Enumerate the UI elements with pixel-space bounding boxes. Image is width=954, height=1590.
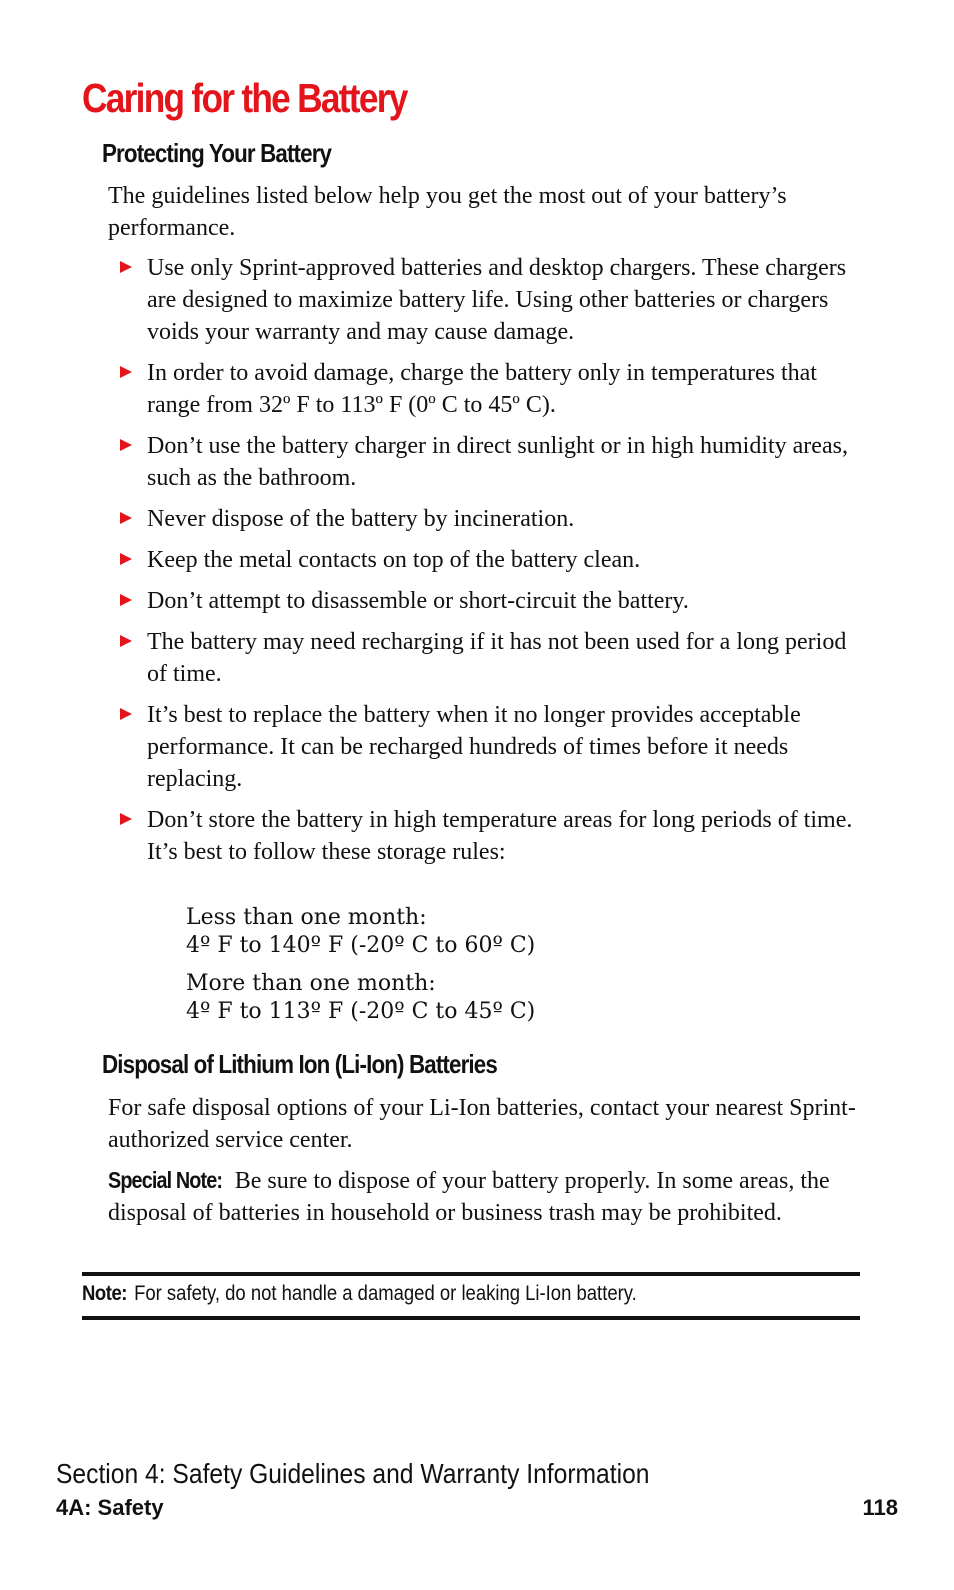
storage-rule-label: More than one month: xyxy=(186,971,436,996)
section-title: Section 4: Safety Guidelines and Warranty Information xyxy=(56,1458,650,1489)
storage-rule-range: 4º F to 140º F (-20º C to 60º C) xyxy=(186,933,536,958)
bullet-arrow-icon xyxy=(120,708,132,720)
storage-rule-label: Less than one month: xyxy=(186,905,427,930)
storage-rule-long xyxy=(186,970,535,1026)
list-item xyxy=(120,503,866,535)
special-note-text: Be sure to dispose of your battery properly. In some areas, the disposal of batteries in household or business trash may be prohibited. xyxy=(108,1168,830,1226)
safety-note xyxy=(82,1280,637,1308)
note-bottom-divider xyxy=(82,1316,860,1320)
bullet-arrow-icon xyxy=(120,439,132,451)
list-item xyxy=(120,804,866,868)
list-item xyxy=(120,585,866,617)
list-item xyxy=(120,430,866,494)
protecting-heading: Protecting Your Battery xyxy=(102,138,332,168)
battery-guidelines-list xyxy=(120,252,866,877)
list-item xyxy=(120,252,866,348)
special-note-label: Special Note: xyxy=(108,1167,223,1193)
disposal-text: For safe disposal options of your Li-Ion batteries, contact your nearest Sprint-authorized service center. xyxy=(108,1095,856,1153)
bullet-text: In order to avoid damage, charge the battery only in temperatures that range from 32º F to 113º F (0º C to 45º C). xyxy=(147,360,817,418)
bullet-arrow-icon xyxy=(120,594,132,606)
note-label: Note: xyxy=(82,1282,128,1305)
list-item xyxy=(120,357,866,421)
note-top-divider xyxy=(82,1272,860,1276)
bullet-text: Don’t attempt to disassemble or short-circuit the battery. xyxy=(147,588,689,614)
bullet-text: Don’t use the battery charger in direct sunlight or in high humidity areas, such as the bathroom. xyxy=(147,433,848,491)
page-number: 118 xyxy=(862,1495,898,1520)
bullet-arrow-icon xyxy=(120,366,132,378)
special-note xyxy=(108,1164,868,1229)
page-title: Caring for the Battery xyxy=(82,75,407,121)
storage-rule-range: 4º F to 113º F (-20º C to 45º C) xyxy=(186,999,536,1024)
disposal-heading: Disposal of Lithium Ion (Li-Ion) Batteries xyxy=(102,1049,497,1079)
list-item xyxy=(120,699,866,795)
bullet-text: Use only Sprint-approved batteries and desktop chargers. These chargers are designed to maximize battery life. Using other batteries or chargers voids your warranty and may cause damage. xyxy=(147,255,847,345)
list-item xyxy=(120,544,866,576)
note-text: For safety, do not handle a damaged or leaking Li-Ion battery. xyxy=(134,1282,637,1305)
bullet-text: The battery may need recharging if it has not been used for a long period of time. xyxy=(147,629,847,687)
bullet-arrow-icon xyxy=(120,553,132,565)
protecting-intro: The guidelines listed below help you get the most out of your battery’s performance. xyxy=(108,183,787,241)
list-item xyxy=(120,626,866,690)
bullet-text: Keep the metal contacts on top of the battery clean. xyxy=(147,547,641,573)
bullet-arrow-icon xyxy=(120,261,132,273)
bullet-text: Never dispose of the battery by incineration. xyxy=(147,506,575,532)
bullet-arrow-icon xyxy=(120,813,132,825)
bullet-text: It’s best to replace the battery when it no longer provides acceptable performance. It can be recharged hundreds of times before it needs replacing. xyxy=(147,702,801,792)
chapter-label: 4A: Safety xyxy=(56,1495,164,1520)
bullet-arrow-icon xyxy=(120,635,132,647)
bullet-text: Don’t store the battery in high temperature areas for long periods of time. It’s best to follow these storage rules: xyxy=(147,807,853,865)
storage-rule-short xyxy=(186,904,535,960)
bullet-arrow-icon xyxy=(120,512,132,524)
